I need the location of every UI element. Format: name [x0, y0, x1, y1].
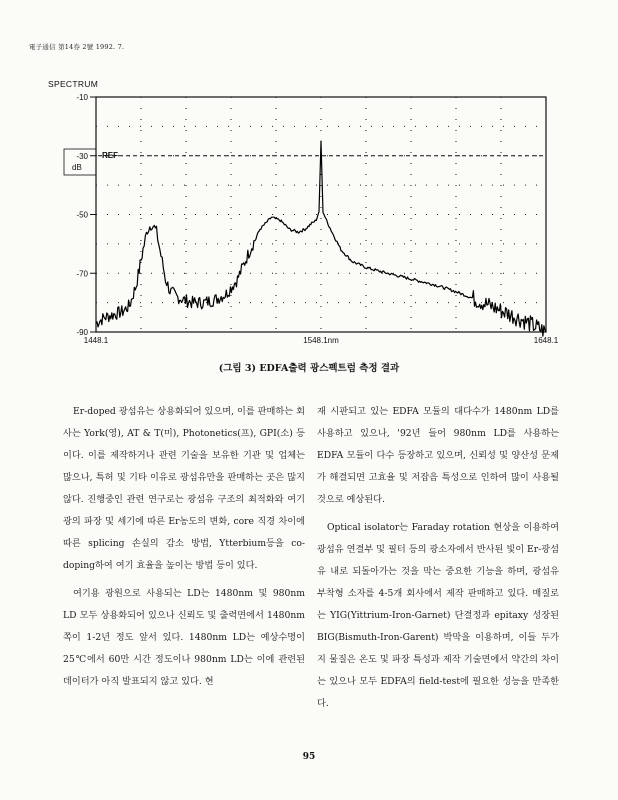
spectrum-label: SPECTRUM	[48, 79, 99, 89]
x-axis-ticks	[84, 336, 559, 345]
figure-caption: (그림 3) EDFA출력 광스펙트럼 측정 결과	[218, 363, 400, 374]
db-unit-label: dB	[72, 163, 82, 172]
x-tick-label: 1648.1	[533, 336, 559, 345]
ref-label: REF	[102, 150, 118, 160]
paragraph: Er-doped 광섬유는 상용화되어 있으며, 이를 판매하는 회사는 York(영), AT & T(미), Photonetics(프), GPI(소) 등이다. 이를 제작하거나 관련 기술을 보유한 기관 및 업체는 많으나, 특허 및 기타 이유로 광섬유만을 판매하는 곳은 많지 않다. 진행중인 관련 연구로는 광섬유 구조의 최적화와 여기광의 파장 및 세기에 따른 Er농도의 변화, core 직경 차이에 따른 splicing 손실의 감소 방법, Ytterbium등을 co-doping하여 여기 효율을 높이는 방법 등이 있다.	[63, 406, 305, 571]
plot-frame	[96, 97, 546, 332]
y-axis-ticks	[76, 93, 96, 337]
grid-lines	[96, 97, 546, 332]
right-column	[317, 401, 559, 715]
y-tick-label: -30	[76, 151, 88, 161]
x-tick-label: 1448.1	[83, 336, 109, 345]
paragraph: 여기용 광원으로 사용되는 LD는 1480nm 및 980nm LD 모두 상용화되어 있으나 신뢰도 및 출력면에서 1480nm 쪽이 1-2년 정도 앞서 있다. 1480nm LD는 예상수명이 25℃에서 60만 시간 정도이나 980nm LD는 이에 관련된 데이터가 아직 발표되지 않고 있다. 현	[63, 588, 305, 687]
y-tick-label: -70	[76, 269, 88, 279]
paragraph-continued: 재 시판되고 있는 EDFA 모듈의 대다수가 1480nm LD를 사용하고 있으나, '92년 들어 980nm LD를 사용하는 EDFA 모듈이 다수 등장하고 있으며, 신뢰성 및 양산성 문제가 해결되면 고효율 및 저잡음 특성으로 인하여 많이 사용될 것으로 예상된다.	[317, 406, 559, 505]
spectrum-chart	[0, 0, 618, 360]
y-tick-label: -10	[76, 93, 88, 102]
journal-header: 電子通信 第14券 2號 1992. 7.	[29, 43, 125, 51]
paragraph: Optical isolator는 Faraday rotation 현상을 이용하여 광섬유 연결부 및 필터 등의 광소자에서 반사된 빛이 Er-광섬유 내로 되돌아가는 것을 막는 중요한 기능을 하며, 광섬유 부착형 소자를 4-5개 회사에서 제작 판매하고 있다. 매질로는 YIG(Yittrium-Iron-Garnet) 단결정과 epitaxy 성장된 BIG(Bismuth-Iron-Garent) 박막을 이용하며, 이들 두가지 물질은 온도 및 파장 특성과 제작 기술면에서 약간의 차이는 있으나 모두 EDFA의 field-test에 필요한 성능을 만족한다.	[317, 522, 559, 709]
page-number: 95	[302, 752, 316, 762]
x-tick-label: 1548.1nm	[303, 336, 339, 345]
y-tick-label: -90	[76, 328, 88, 337]
y-tick-label: -50	[76, 210, 88, 220]
left-column	[63, 401, 305, 693]
